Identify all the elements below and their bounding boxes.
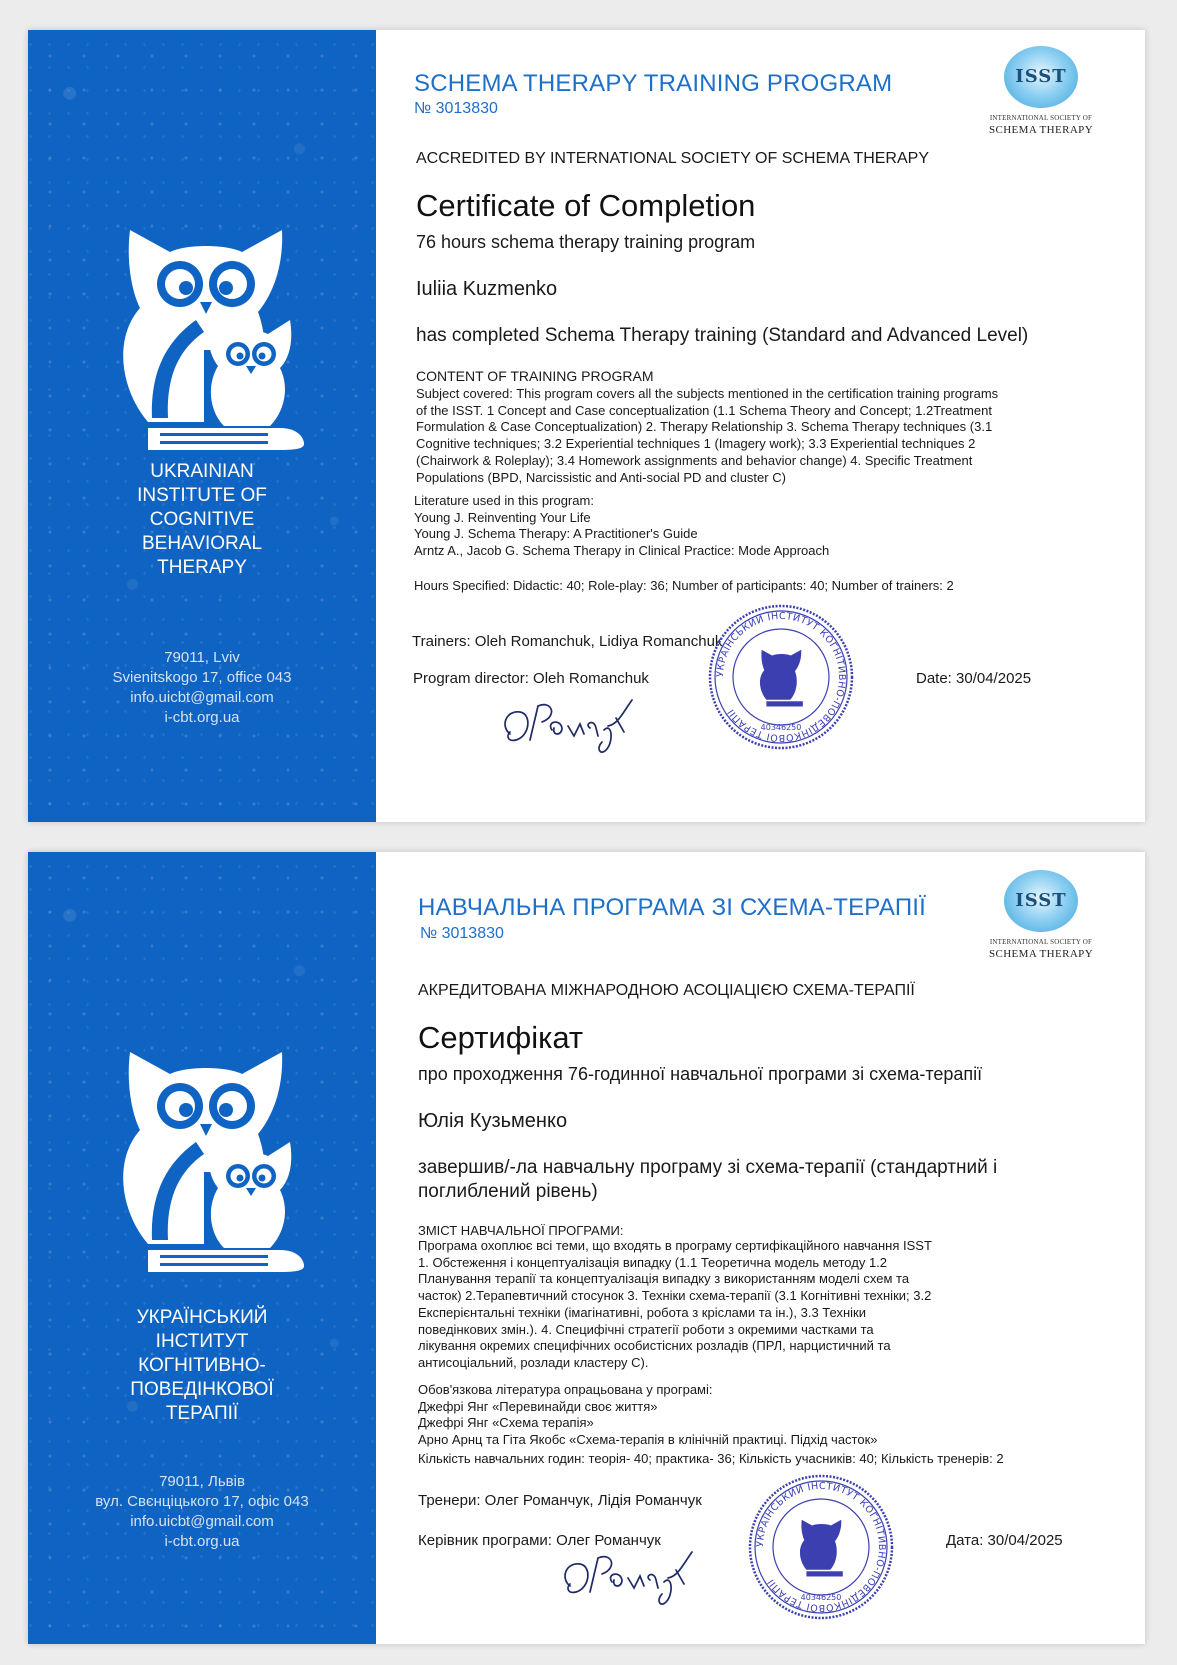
certificate-subtitle: про проходження 76-годинної навчальної програми зі схема-терапії	[418, 1064, 983, 1084]
program-director: Керівник програми: Олег Романчук	[418, 1532, 661, 1549]
svg-text:40346250: 40346250	[760, 723, 802, 732]
program-title: НАВЧАЛЬНА ПРОГРАМА ЗІ СХЕМА-ТЕРАПІЇ	[418, 894, 926, 921]
accreditation: АКРЕДИТОВАНА МІЖНАРОДНОЮ АСОЦІАЦІЄЮ СХЕМА-ТЕРАПІЇ	[418, 982, 915, 999]
hours-specified: Hours Specified: Didactic: 40; Role-play: 36; Number of participants: 40; Number of trainers: 2	[414, 578, 954, 593]
accreditation: ACCREDITED BY INTERNATIONAL SOCIETY OF SCHEMA THERAPY	[416, 150, 929, 167]
program-number: № 3013830	[414, 100, 498, 117]
director-signature	[556, 1542, 706, 1612]
institute-stamp	[746, 1472, 896, 1622]
participant-name: Юлія Кузьменко	[418, 1110, 568, 1132]
literature-list: Обов'язкова література опрацьована у програмі: Джефрі Янг «Перевинайди своє життя» Джефрі Янг «Схема терапія» Арно Арнц та Гіта Якобс «Схема-терапія в клінічній практиці. Підхід часток»	[418, 1382, 878, 1448]
isst-logo: ISST INTERNATIONAL SOCIETY OF SCHEMA THERAPY	[976, 870, 1106, 970]
address-city: 79011, Lviv	[164, 649, 240, 666]
certificate-title: Certificate of Completion	[416, 188, 756, 223]
email-link[interactable]: info.uicbt@gmail.com	[130, 689, 274, 706]
program-director: Program director: Oleh Romanchuk	[413, 670, 649, 687]
issue-date: Дата: 30/04/2025	[946, 1532, 1063, 1549]
certificate-body	[376, 852, 1145, 1644]
certificate-ukrainian	[28, 852, 1145, 1644]
owl-logo	[108, 1022, 304, 1272]
institute-address	[28, 648, 376, 728]
content-description: Програма охоплює всі теми, що входять в програму сертифікаційного навчання ISST 1. Обстеження і концептуалізація випадку (1.1 Теоретична модель методу 1.2 Планування терапії та концептуалізація випадку з використанням моделі схем та часток) 2.Терапевтичний стосунок 3. Техніки схема-терапії (3.1 Когнітивні техніки; 3.2 Експерієнтальні техніки (імагінативні, робота з кріслами та ін.), 3.3 Техніки поведінкових змін.). 4. Специфічні стратегії роботи з окремими частками та лікування окремих специфічних особистісних розладів (ПРЛ, нарцистичний та антисоціальний, розлади кластеру С).	[418, 1238, 932, 1370]
svg-text:УКРАЇНСЬКИЙ ІНСТИТУТ КОГНІТИВН: УКРАЇНСЬКИЙ ІНСТИТУТ КОГНІТИВНО-ПОВЕДІНКОВОЇ ТЕРАПІЇ	[754, 1480, 888, 1614]
completion-statement: завершив/-ла навчальну програму зі схема-терапії (стандартний і поглиблений рівень)	[418, 1157, 998, 1202]
side-panel	[28, 852, 376, 1644]
certificate-subtitle: 76 hours schema therapy training program	[416, 232, 756, 252]
svg-text:40346250: 40346250	[800, 1593, 842, 1602]
content-heading: CONTENT OF TRAINING PROGRAM	[416, 368, 654, 384]
address-street: вул. Свєнціцького 17, офіс 043	[95, 1493, 309, 1510]
certificate-english	[28, 30, 1145, 822]
institute-stamp	[706, 602, 856, 752]
trainers: Trainers: Oleh Romanchuk, Lidiya Romanchuk	[412, 633, 723, 650]
side-panel	[28, 30, 376, 822]
issue-date: Date: 30/04/2025	[916, 670, 1032, 687]
program-number: № 3013830	[420, 925, 504, 942]
svg-text:УКРАЇНСЬКИЙ ІНСТИТУТ КОГНІТИВН: УКРАЇНСЬКИЙ ІНСТИТУТ КОГНІТИВНО-ПОВЕДІНКОВОЇ ТЕРАПІЇ	[714, 610, 848, 744]
institute-name: УКРАЇНСЬКИЙ ІНСТИТУТ КОГНІТИВНО- ПОВЕДІНКОВОЇ ТЕРАПІЇ	[130, 1307, 274, 1424]
trainers: Тренери: Олег Романчук, Лідія Романчук	[418, 1492, 702, 1509]
literature-list: Literature used in this program: Young J. Reinventing Your Life Young J. Schema Therapy: A Practitioner's Guide Arntz A., Jacob G. Schema Therapy in Clinical Practice: Mode Approach	[414, 493, 830, 559]
hours-specified: Кількість навчальних годин: теорія- 40; практика- 36; Кількість учасників: 40; Кількість тренерів: 2	[418, 1451, 1004, 1466]
content-description: Subject covered: This program covers all the subjects mentioned in the certification training programs of the ISST. 1 Concept and Case conceptualization (1.1 Schema Theory and Concept; 1.2Treatment Formulation & Case Conceptualization) 2. Therapy Relationship 3. Schema Therapy techniques (3.1 Cognitive techniques; 3.2 Experiential techniques 1 (Imagery work); 3.3 Experiential techniques 2 (Chairwork & Roleplay); 3.4 Homework assignments and behavior change) 4. Specific Treatment Populations (BPD, Narcissistic and Anti-social PD and cluster C)	[416, 386, 999, 485]
isst-logo: ISST INTERNATIONAL SOCIETY OF SCHEMA THERAPY	[976, 46, 1106, 146]
address-city: 79011, Львів	[159, 1473, 245, 1490]
email-link[interactable]: info.uicbt@gmail.com	[130, 1513, 274, 1530]
certificate-body	[376, 30, 1145, 822]
website-link[interactable]: i-cbt.org.ua	[164, 1533, 240, 1550]
certificate-title: Сертифікат	[418, 1020, 584, 1055]
completion-statement: has completed Schema Therapy training (Standard and Advanced Level)	[416, 325, 1029, 346]
website-link[interactable]: i-cbt.org.ua	[164, 709, 240, 726]
owl-logo	[108, 200, 304, 450]
participant-name: Iuliia Kuzmenko	[416, 278, 558, 300]
address-street: Svienitskogo 17, office 043	[112, 669, 292, 686]
institute-name: UKRAINIAN INSTITUTE OF COGNITIVE BEHAVIORAL THERAPY	[137, 461, 267, 578]
content-heading: ЗМІСТ НАВЧАЛЬНОЇ ПРОГРАМИ:	[418, 1223, 624, 1238]
institute-address	[28, 1472, 376, 1552]
program-title: SCHEMA THERAPY TRAINING PROGRAM	[414, 70, 893, 97]
director-signature	[496, 690, 646, 760]
